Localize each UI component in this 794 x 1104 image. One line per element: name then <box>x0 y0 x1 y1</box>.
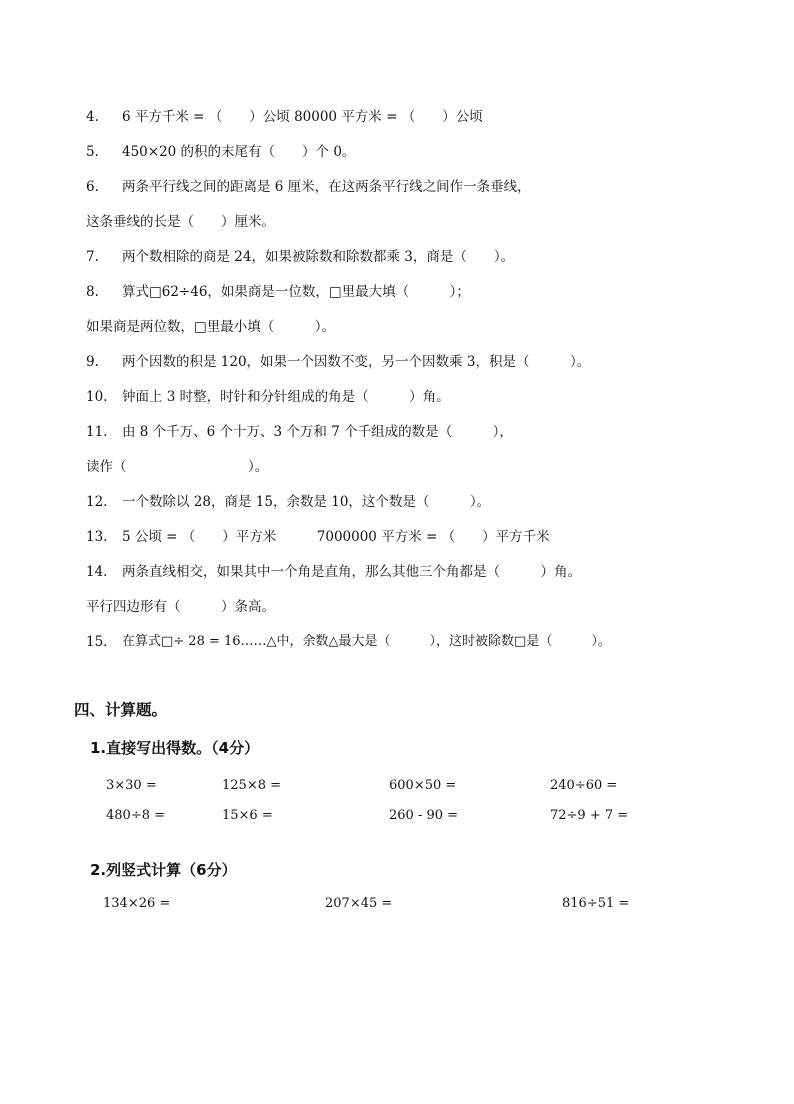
question-number: 8. <box>86 284 99 300</box>
question-text-continued: 读作（ ）。 <box>86 459 269 475</box>
part2-title: 2.列竖式计算（6分） <box>90 861 237 879</box>
question-text: 两条平行线之间的距离是 6 厘米，在这两条平行线之间作一条垂线， <box>122 179 531 195</box>
question-number: 5. <box>86 144 99 160</box>
question-number: 11. <box>86 424 108 440</box>
part1-title: 1.直接写出得数。（4分） <box>90 739 260 757</box>
question-number: 9. <box>86 354 99 370</box>
question-number: 13. <box>86 529 108 545</box>
question-text: 两个数相除的商是 24，如果被除数和除数都乘 3，商是（ ）。 <box>122 249 515 265</box>
question-text-continued: 如果商是两位数，□里最小填（ ）。 <box>86 319 336 335</box>
question-text: 算式□62÷46，如果商是一位数，□里最大填（ ）； <box>122 284 470 300</box>
question-text: 两个因数的积是 120，如果一个因数不变，另一个因数乘 3，积是（ ）。 <box>122 354 591 370</box>
question-number: 12. <box>86 494 108 510</box>
question-text: 由 8 个千万、6 个十万、3 个万和 7 个千组成的数是（ ）， <box>122 424 513 440</box>
calc-item: 600×50 = <box>389 778 457 793</box>
calc-item: 15×6 = <box>222 808 273 823</box>
calc-item: 207×45 = <box>325 896 393 911</box>
section-title: 四、计算题。 <box>74 701 168 719</box>
question-text: 两条直线相交，如果其中一个角是直角，那么其他三个角都是（ ）角。 <box>122 564 581 580</box>
question-text: 在算式□÷ 28 = 16……△中，余数△最大是（ ），这时被除数□是（ ）。 <box>122 634 611 649</box>
calc-item: 260 - 90 = <box>389 808 459 823</box>
question-number: 10. <box>86 389 108 405</box>
question-number: 7. <box>86 249 99 265</box>
question-text: 一个数除以 28，商是 15，余数是 10，这个数是（ ）。 <box>122 494 491 510</box>
question-text: 钟面上 3 时整，时针和分针组成的角是（ ）角。 <box>122 389 450 405</box>
calc-item: 72÷9 + 7 = <box>550 808 629 823</box>
calc-item: 3×30 = <box>106 778 157 793</box>
question-text: 6 平方千米 = （ ）公顷 80000 平方米 = （ ）公顷 <box>122 109 483 125</box>
calc-item: 125×8 = <box>222 778 282 793</box>
question-number: 14. <box>86 564 108 580</box>
question-text-continued: 这条垂线的长是（ ）厘米。 <box>86 214 275 230</box>
question-number: 6. <box>86 179 99 195</box>
calc-item: 240÷60 = <box>550 778 618 793</box>
question-text: 450×20 的积的末尾有（ ）个 0。 <box>122 144 356 160</box>
question-text: 5 公顷 = （ ）平方米 7000000 平方米 = （ ）平方千米 <box>122 529 550 545</box>
question-text-continued: 平行四边形有（ ）条高。 <box>86 599 275 615</box>
question-number: 4. <box>86 109 99 125</box>
calc-item: 480÷8 = <box>106 808 166 823</box>
calc-item: 134×26 = <box>103 896 171 911</box>
question-number: 15. <box>86 634 108 650</box>
calc-item: 816÷51 = <box>562 896 630 911</box>
